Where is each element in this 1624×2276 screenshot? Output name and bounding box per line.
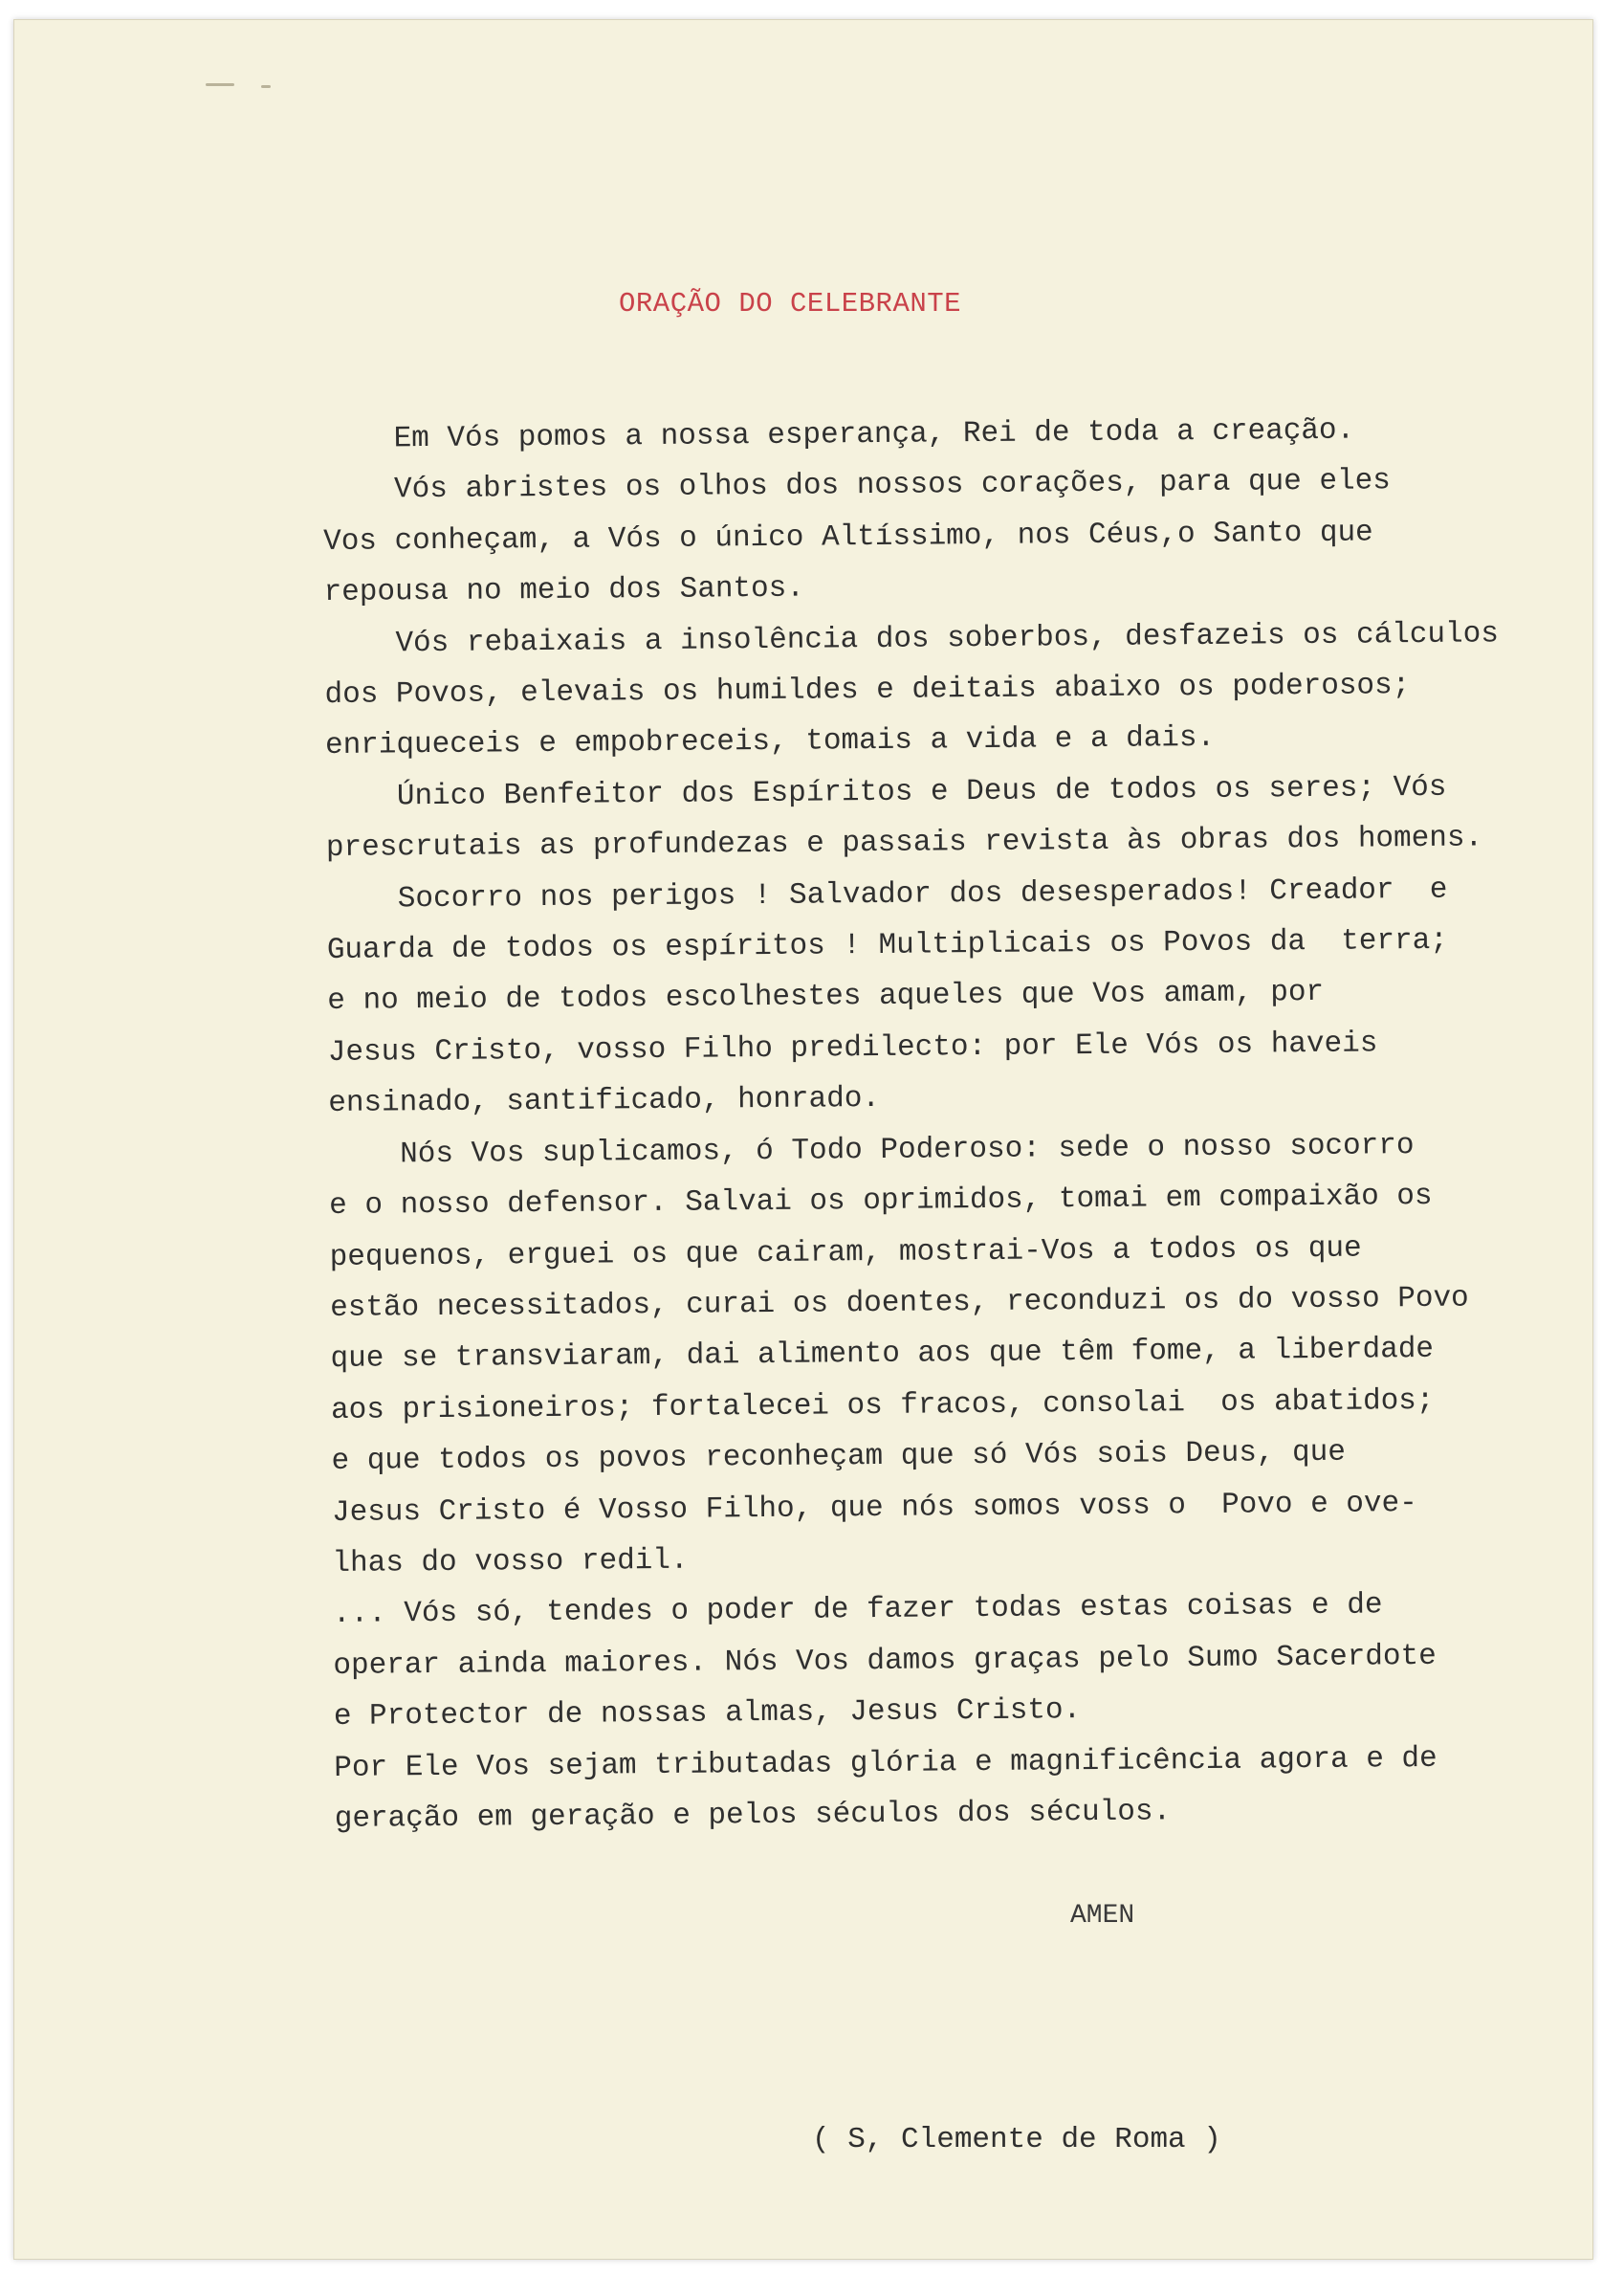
text-line: estão necessitados, curai os doentes, reconduzi os do vosso Povo <box>330 1281 1469 1325</box>
text-line: Jesus Cristo é Vosso Filho, que nós somos voss o Povo e ove- <box>331 1486 1417 1530</box>
text-line: Guarda de todos os espíritos ! Multiplicais os Povos da terra; <box>326 923 1448 968</box>
text-line: aos prisioneiros; fortalecei os fracos, consolai os abatidos; <box>330 1383 1435 1427</box>
text-line: Em Vós pomos a nossa esperança, Rei de toda a creação. <box>322 413 1355 456</box>
paper-speck <box>206 83 234 86</box>
text-line: pequenos, erguei os que cairam, mostrai-Vos a todos os que <box>329 1231 1362 1274</box>
closing-amen: AMEN <box>1070 1901 1135 1931</box>
text-line: que se transviaram, dai alimento aos que têm fome, a liberdade <box>330 1333 1435 1377</box>
text-line: repousa no meio dos Santos. <box>323 571 805 610</box>
text-line: Socorro nos perigos ! Salvador dos desesperados! Creador e <box>326 873 1448 917</box>
text-line: e Protector de nossas almas, Jesus Cristo. <box>333 1693 1082 1735</box>
text-line: lhas do vosso redil. <box>332 1543 689 1580</box>
text-line: e o nosso defensor. Salvai os oprimidos, tomai em compaixão os <box>329 1179 1433 1224</box>
text-line: Vós rebaixais a insolência dos soberbos, desfazeis os cálculos <box>323 616 1500 661</box>
typed-page <box>13 19 1593 2260</box>
text-line: prescrutais as profundezas e passais revista às obras dos homens. <box>325 821 1483 866</box>
text-line: Vós abristes os olhos dos nossos corações, para que eles <box>322 464 1391 508</box>
text-line: Por Ele Vos sejam tributadas glória e magnificência agora e de <box>334 1741 1437 1785</box>
text-line: Nós Vos suplicamos, ó Todo Poderoso: sede o nosso socorro <box>328 1128 1415 1172</box>
paper-speck <box>261 85 271 88</box>
prayer-text <box>322 404 1578 1845</box>
page-title: ORAÇÃO DO CELEBRANTE <box>619 288 962 320</box>
text-line: ... Vós só, tendes o poder de fazer todas estas coisas e de <box>332 1588 1383 1632</box>
text-line: e que todos os povos reconheçam que só Vós sois Deus, que <box>331 1435 1347 1479</box>
text-line: dos Povos, elevais os humildes e deitais abaixo os poderosos; <box>324 669 1411 713</box>
text-line: e no meio de todos escolhestes aqueles que Vos amam, por <box>327 976 1325 1019</box>
text-line: Jesus Cristo, vosso Filho predilecto: por Ele Vós os haveis <box>327 1027 1378 1070</box>
text-line: ensinado, santificado, honrado. <box>328 1082 881 1121</box>
text-line: Único Benfeitor dos Espíritos e Deus de todos os seres; Vós <box>325 770 1447 814</box>
text-line: enriqueceis e empobreceis, tomais a vida e a dais. <box>324 721 1216 763</box>
text-line: Vos conheçam, a Vós o único Altíssimo, nos Céus,o Santo que <box>323 516 1373 559</box>
source-attribution: ( S, Clemente de Roma ) <box>812 2123 1221 2156</box>
text-line: geração em geração e pelos séculos dos séculos. <box>334 1795 1172 1836</box>
text-line: operar ainda maiores. Nós Vos damos graças pelo Sumo Sacerdote <box>333 1639 1437 1683</box>
